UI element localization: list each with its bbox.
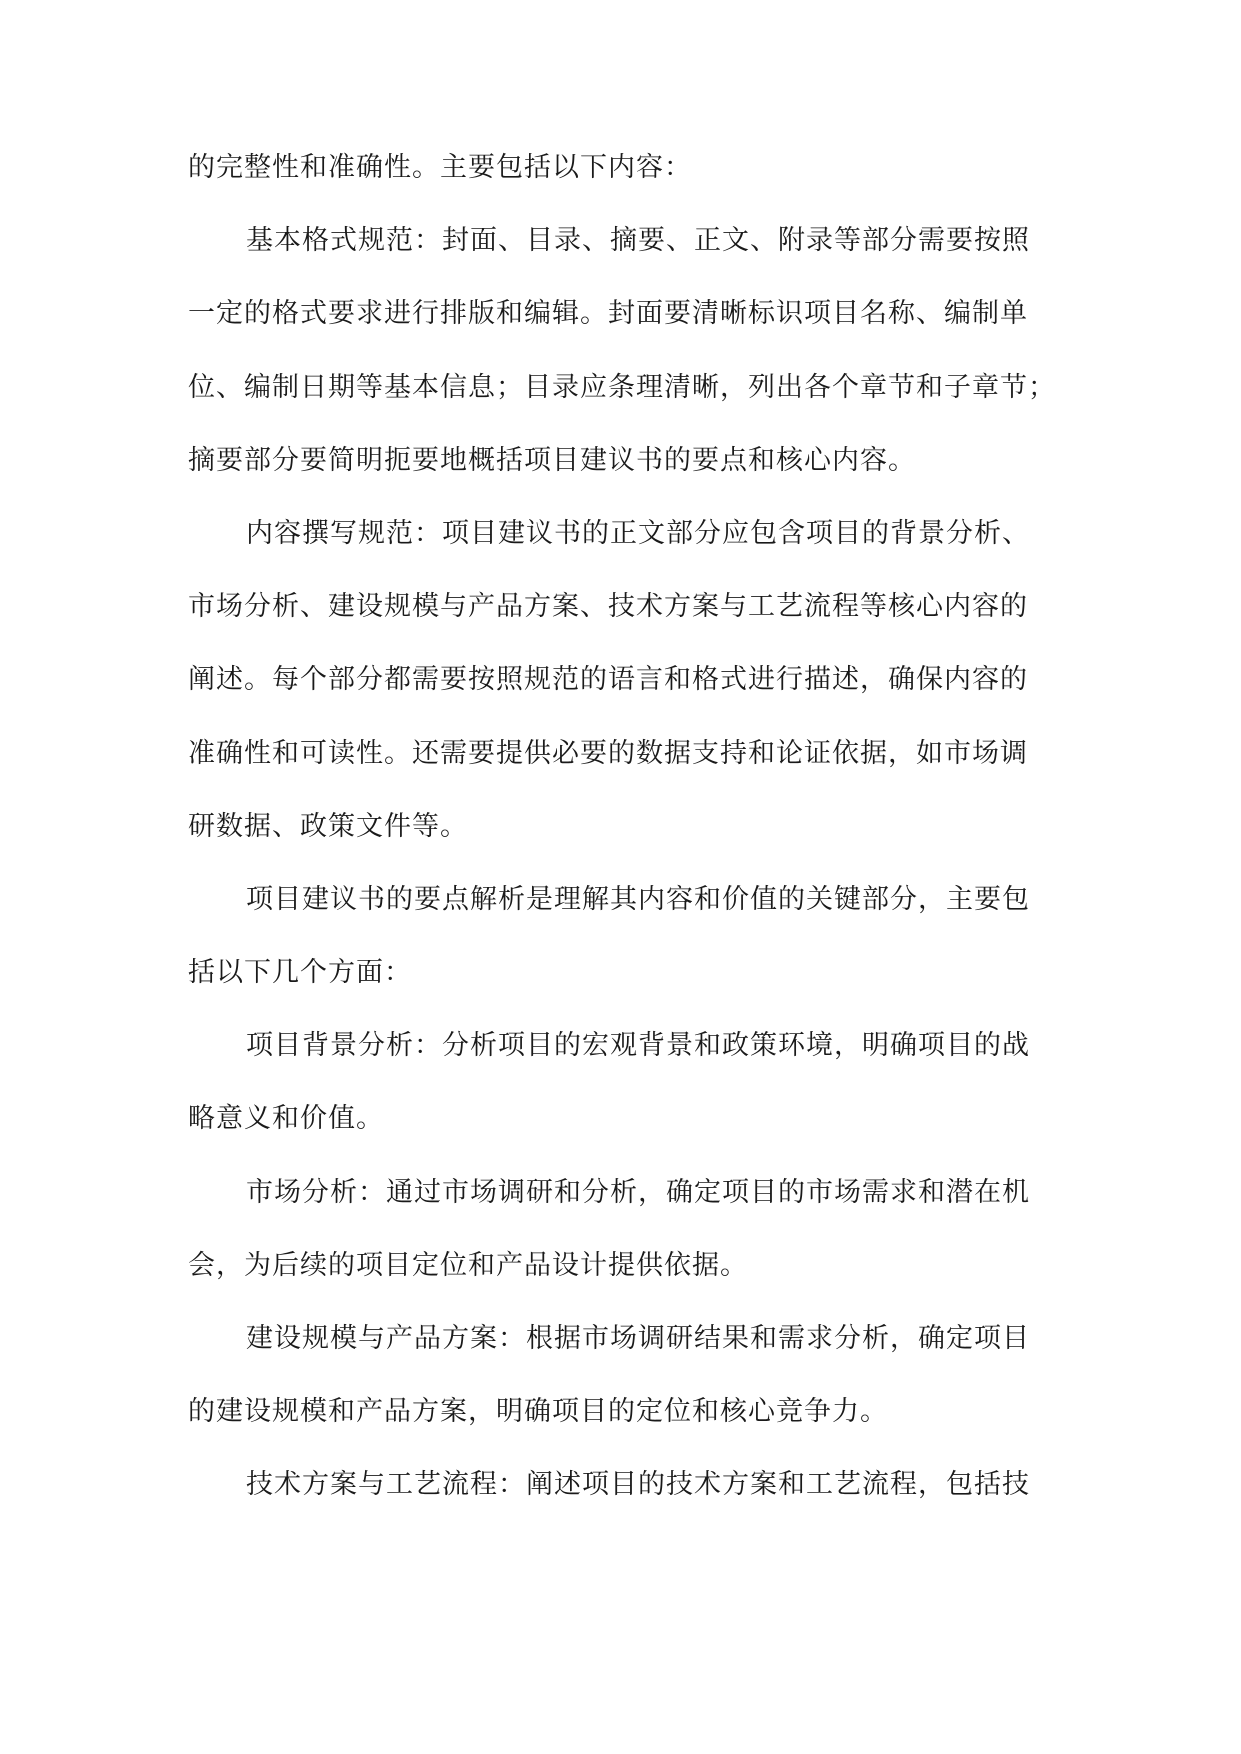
text-line: 市场分析、建设规模与产品方案、技术方案与工艺流程等核心内容的	[188, 591, 1028, 623]
paragraph-project-background	[188, 1009, 1068, 1155]
paragraph-content-writing-spec	[188, 497, 1068, 863]
text-line: 阐述。每个部分都需要按照规范的语言和格式进行描述，确保内容的	[188, 664, 1028, 696]
text-line: 内容撰写规范：项目建议书的正文部分应包含项目的背景分析、	[246, 517, 1030, 549]
text-line: 项目建议书的要点解析是理解其内容和价值的关键部分，主要包	[246, 883, 1030, 915]
text-line: 的完整性和准确性。主要包括以下内容：	[188, 152, 692, 183]
text-line: 建设规模与产品方案：根据市场调研结果和需求分析，确定项目	[246, 1323, 1030, 1354]
text-line: 项目背景分析：分析项目的宏观背景和政策环境，明确项目的战	[246, 1030, 1030, 1062]
paragraph-key-points-intro	[188, 863, 1068, 1009]
paragraph-basic-format-spec	[188, 204, 1068, 497]
text-line: 略意义和价值。	[188, 1103, 384, 1135]
text-line: 市场分析：通过市场调研和分析，确定项目的市场需求和潜在机	[246, 1176, 1030, 1208]
document-body	[188, 131, 1068, 1522]
text-line: 括以下几个方面：	[188, 957, 412, 989]
text-line: 技术方案与工艺流程：阐述项目的技术方案和工艺流程，包括技	[246, 1469, 1030, 1501]
text-line: 位、编制日期等基本信息；目录应条理清晰，列出各个章节和子章节；	[188, 371, 1056, 403]
text-line: 一定的格式要求进行排版和编辑。封面要清晰标识项目名称、编制单	[188, 298, 1028, 330]
text-line: 基本格式规范：封面、目录、摘要、正文、附录等部分需要按照	[246, 225, 1030, 257]
text-line: 会，为后续的项目定位和产品设计提供依据。	[188, 1249, 748, 1281]
text-line: 准确性和可读性。还需要提供必要的数据支持和论证依据，如市场调	[188, 737, 1028, 769]
text-line: 的建设规模和产品方案，明确项目的定位和核心竞争力。	[188, 1396, 888, 1428]
paragraph-market-analysis	[188, 1156, 1068, 1302]
paragraph-continuation	[188, 131, 1068, 204]
text-line: 摘要部分要简明扼要地概括项目建议书的要点和核心内容。	[188, 444, 916, 476]
text-line: 研数据、政策文件等。	[188, 810, 468, 842]
paragraph-scale-and-product-plan	[188, 1302, 1068, 1448]
paragraph-technical-plan	[188, 1448, 1068, 1521]
